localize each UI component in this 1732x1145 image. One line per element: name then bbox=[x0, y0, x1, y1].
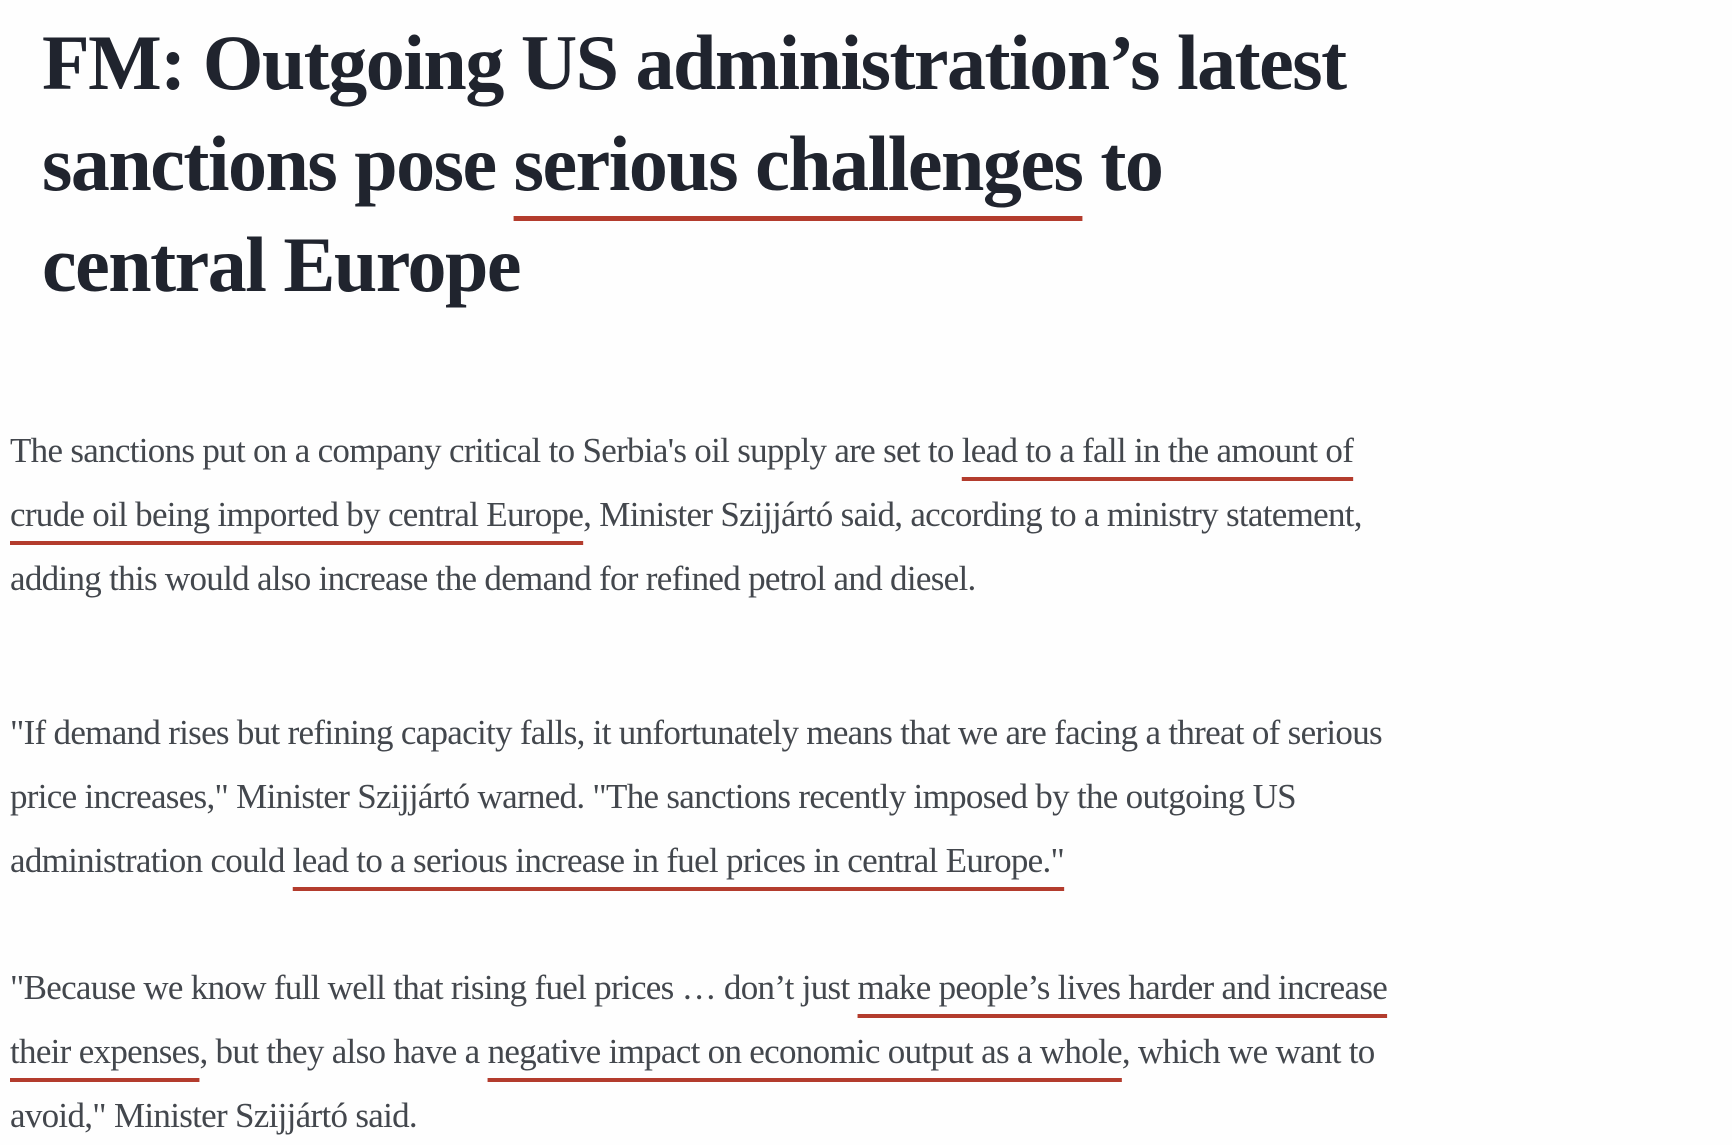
text-segment: administration could bbox=[10, 841, 293, 880]
paragraph-line bbox=[10, 765, 1732, 829]
highlight-segment: make people’s lives harder and increase bbox=[857, 968, 1388, 1007]
text-segment: price increases," Minister Szijjártó warned. "The sanctions recently imposed by the outgoing US bbox=[10, 777, 1296, 816]
highlight-segment: lead to a fall in the amount of bbox=[961, 431, 1354, 470]
paragraph-line bbox=[10, 829, 1732, 893]
paragraph bbox=[10, 956, 1732, 1145]
highlight-segment: crude oil being imported by central Europe bbox=[10, 495, 584, 534]
text-segment: The sanctions put on a company critical to Serbia's oil supply are set to bbox=[10, 431, 962, 470]
highlight-segment: their expenses bbox=[10, 1032, 200, 1071]
highlight-segment: negative impact on economic output as a whole bbox=[487, 1032, 1122, 1071]
highlight-segment: lead to a serious increase in fuel prices in central Europe." bbox=[292, 841, 1065, 880]
paragraph-line bbox=[10, 419, 1732, 483]
text-segment: sanctions pose bbox=[42, 120, 514, 207]
text-segment: , Minister Szijjártó said, according to a ministry statement, bbox=[583, 495, 1362, 534]
paragraph-line bbox=[10, 956, 1732, 1020]
headline-line bbox=[42, 12, 1712, 113]
text-segment: adding this would also increase the demand for refined petrol and diesel. bbox=[10, 559, 976, 598]
paragraph-line bbox=[10, 701, 1732, 765]
paragraph bbox=[10, 701, 1732, 893]
text-segment: , which we want to bbox=[1121, 1032, 1375, 1071]
text-segment: to bbox=[1082, 120, 1163, 207]
text-segment: central Europe bbox=[42, 221, 521, 308]
paragraph bbox=[10, 419, 1732, 611]
paragraph-line bbox=[10, 1020, 1732, 1084]
article bbox=[0, 12, 1732, 1145]
paragraph-line bbox=[10, 547, 1732, 611]
headline bbox=[42, 12, 1712, 315]
headline-line bbox=[42, 214, 1712, 315]
text-segment: "If demand rises but refining capacity falls, it unfortunately means that we are facing a threat of serious bbox=[10, 713, 1382, 752]
text-segment: , but they also have a bbox=[199, 1032, 488, 1071]
highlight-segment: serious challenges bbox=[513, 120, 1083, 207]
text-segment: avoid," Minister Szijjártó said. bbox=[10, 1096, 417, 1135]
article-body bbox=[10, 419, 1732, 1145]
headline-line bbox=[42, 113, 1712, 214]
text-segment: "Because we know full well that rising fuel prices … don’t just bbox=[10, 968, 858, 1007]
text-segment: FM: Outgoing US administration’s latest bbox=[42, 19, 1346, 106]
paragraph-line bbox=[10, 1084, 1732, 1145]
paragraph-line bbox=[10, 483, 1732, 547]
